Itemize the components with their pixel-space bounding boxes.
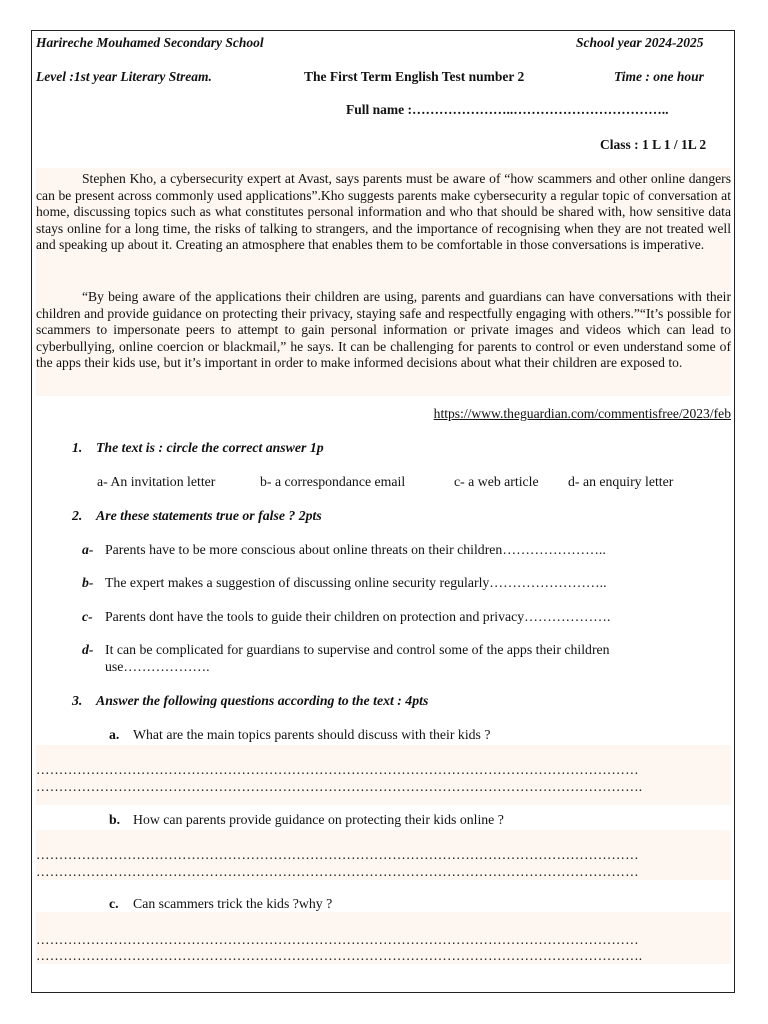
q3-item-b-text: How can parents provide guidance on protecting their kids online ? (133, 812, 504, 827)
passage-paragraph-1: Stephen Kho, a cybersecurity expert at Avast, says parents must be aware of “how scammers and other online dangers can be present across commonly used applications”.Kho suggests parents make cybersecurity a regular topic of conversation at home, discussing topics such as what constitutes personal information and who that should be shared with, how sensitive data stays online for a long time, the risks of talking to strangers, and the importance of recognising when they are not treated well and speaking up about it. Creating an atmosphere that enables them to be comfortable in those conversations is imperative. (36, 171, 731, 253)
q2-item-a-text[interactable]: Parents have to be more conscious about online threats on their children………………….. (105, 542, 606, 557)
answer-line-a-1[interactable]: …………………………………………………………………………………………………………………… (36, 762, 639, 777)
q3-item-a-text: What are the main topics parents should discuss with their kids ? (133, 727, 491, 742)
q3-number: 3. (72, 693, 83, 708)
q1-prompt: The text is : circle the correct answer 1p (96, 440, 324, 455)
answer-line-c-2[interactable]: ……………………………………………………………………………………………………………………. (36, 948, 643, 963)
source-link-wrap (434, 406, 731, 422)
source-link[interactable]: https://www.theguardian.com/commentisfree/2023/feb (433, 406, 731, 421)
q3-prompt: Answer the following questions according to the text : 4pts (96, 693, 429, 708)
level-label: Level :1st year Literary Stream. (36, 69, 212, 84)
school-name: Harireche Mouhamed Secondary School (36, 35, 264, 50)
q2-item-d-text[interactable]: It can be complicated for guardians to supervise and control some of the apps their children (105, 642, 610, 657)
answer-line-b-2[interactable]: …………………………………………………………………………………………………………………… (36, 864, 639, 879)
test-title: The First Term English Test number 2 (304, 69, 525, 84)
q2-item-b-text[interactable]: The expert makes a suggestion of discussing online security regularly…………………….. (105, 575, 607, 590)
answer-line-c-1[interactable]: …………………………………………………………………………………………………………………… (36, 932, 639, 947)
answer-line-b-1[interactable]: …………………………………………………………………………………………………………………… (36, 847, 639, 862)
q1-number: 1. (72, 440, 83, 455)
q2-number: 2. (72, 508, 83, 523)
q3-item-b-letter: b. (109, 812, 121, 827)
q2-prompt: Are these statements true or false ? 2pts (96, 508, 322, 523)
class-label: Class : 1 L 1 / 1L 2 (600, 137, 707, 152)
q1-option-c[interactable]: c- a web article (454, 474, 539, 489)
time-label: Time : one hour (614, 69, 704, 84)
q1-option-a[interactable]: a- An invitation letter (97, 474, 216, 489)
q1-option-d[interactable]: d- an enquiry letter (568, 474, 674, 489)
q1-option-b[interactable]: b- a correspondance email (260, 474, 406, 489)
q3-item-c-text: Can scammers trick the kids ?why ? (133, 896, 333, 911)
passage-paragraph-2: “By being aware of the applications their children are using, parents and guardians can have conversations with their children and provide guidance on protecting their privacy, staying safe and respectfully engaging with others.”“It’s possible for scammers to impersonate peers to attempt to gain personal information or private images and videos which can lead to cyberbullying, online coercion or blackmail,” he says. It can be challenging for parents to control or even understand some of the apps their kids use, but it’s important in order to make informed decisions about what their children are exposed to. (36, 289, 731, 371)
q2-item-c-text[interactable]: Parents dont have the tools to guide their children on protection and privacy………………. (105, 609, 611, 624)
q2-item-d-letter: d- (82, 642, 94, 657)
q2-item-d-text-cont[interactable]: use………………. (105, 659, 210, 674)
q3-item-a-letter: a. (109, 727, 120, 742)
q2-item-c-letter: c- (82, 609, 93, 624)
q3-item-c-letter: c. (109, 896, 119, 911)
school-year: School year 2024-2025 (576, 35, 704, 50)
q2-item-b-letter: b- (82, 575, 94, 590)
q2-item-a-letter: a- (82, 542, 94, 557)
full-name-field[interactable]: Full name :…………………..…………………………….. (346, 102, 669, 117)
answer-line-a-2[interactable]: ……………………………………………………………………………………………………………………. (36, 779, 643, 794)
